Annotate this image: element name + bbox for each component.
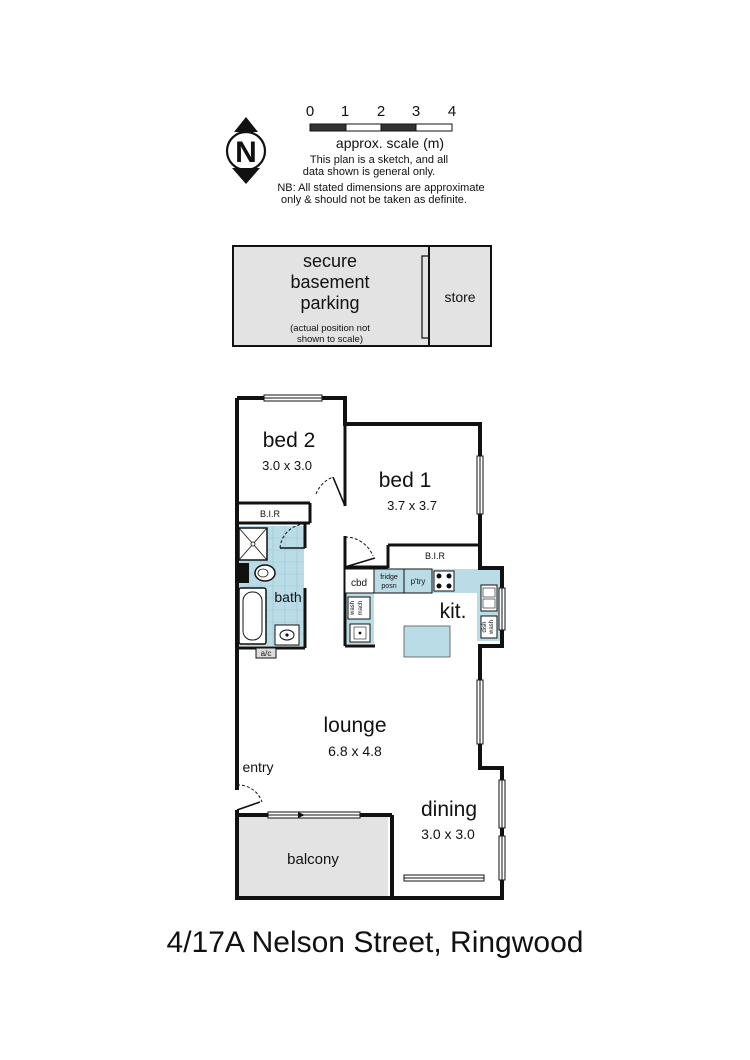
room-name-bed1: bed 1	[378, 469, 432, 492]
scale-tick: 3	[411, 103, 421, 120]
scale-tick: 1	[340, 103, 350, 120]
dishwasher-label: wash	[489, 619, 495, 635]
scale-caption: approx. scale (m)	[335, 135, 445, 151]
fridge-label: posn	[381, 583, 397, 590]
kitchen-island	[404, 626, 450, 657]
room-name-kitchen: kit.	[439, 600, 467, 623]
store-label: store	[444, 289, 476, 305]
sketch-note: data shown is general only.	[302, 166, 436, 178]
room-size-bed2: 3.0 x 3.0	[262, 458, 312, 473]
sketch-note: This plan is a sketch, and all	[309, 154, 449, 166]
scale-tick: 0	[305, 103, 315, 120]
parking-block	[233, 246, 491, 346]
room-name-bed2: bed 2	[262, 429, 316, 452]
bir-label: B.I.R	[424, 551, 446, 561]
washer-label: mach	[358, 600, 364, 616]
scale-tick: 2	[376, 103, 386, 120]
entry-label: entry	[242, 759, 274, 775]
compass-icon	[227, 117, 265, 184]
ac-label: a/c	[260, 649, 272, 658]
room-size-dining: 3.0 x 3.0	[421, 826, 475, 842]
scale-tick: 4	[447, 103, 457, 120]
parking-label: secure	[302, 251, 358, 271]
toilet-cistern	[237, 563, 249, 583]
parking-label: parking	[300, 293, 360, 313]
dishwasher-label: dish	[482, 621, 488, 633]
room-name-balcony: balcony	[287, 851, 339, 868]
fridge-label: fridge	[380, 574, 398, 581]
room-name-lounge: lounge	[323, 714, 387, 737]
cooktop-icon	[434, 571, 454, 591]
parking-note: shown to scale)	[296, 334, 364, 345]
nb-note: NB: All stated dimensions are approximate	[277, 182, 485, 194]
washer-label: wash	[350, 600, 356, 616]
parking-note: (actual position not	[290, 323, 370, 334]
room-size-bed1: 3.7 x 3.7	[387, 498, 437, 513]
pantry-label: p'try	[410, 577, 426, 586]
parking-label: basement	[290, 272, 370, 292]
address-title: 4/17A Nelson Street, Ringwood	[166, 926, 584, 959]
cbd-label: cbd	[350, 578, 368, 589]
nb-note: only & should not be taken as definite.	[281, 194, 467, 206]
room-name-bath: bath	[274, 589, 302, 605]
bir-label: B.I.R	[259, 509, 281, 519]
room-name-dining: dining	[420, 798, 478, 821]
room-size-lounge: 6.8 x 4.8	[328, 743, 382, 759]
scale-bar	[306, 103, 456, 151]
compass-letter: N	[235, 136, 257, 169]
